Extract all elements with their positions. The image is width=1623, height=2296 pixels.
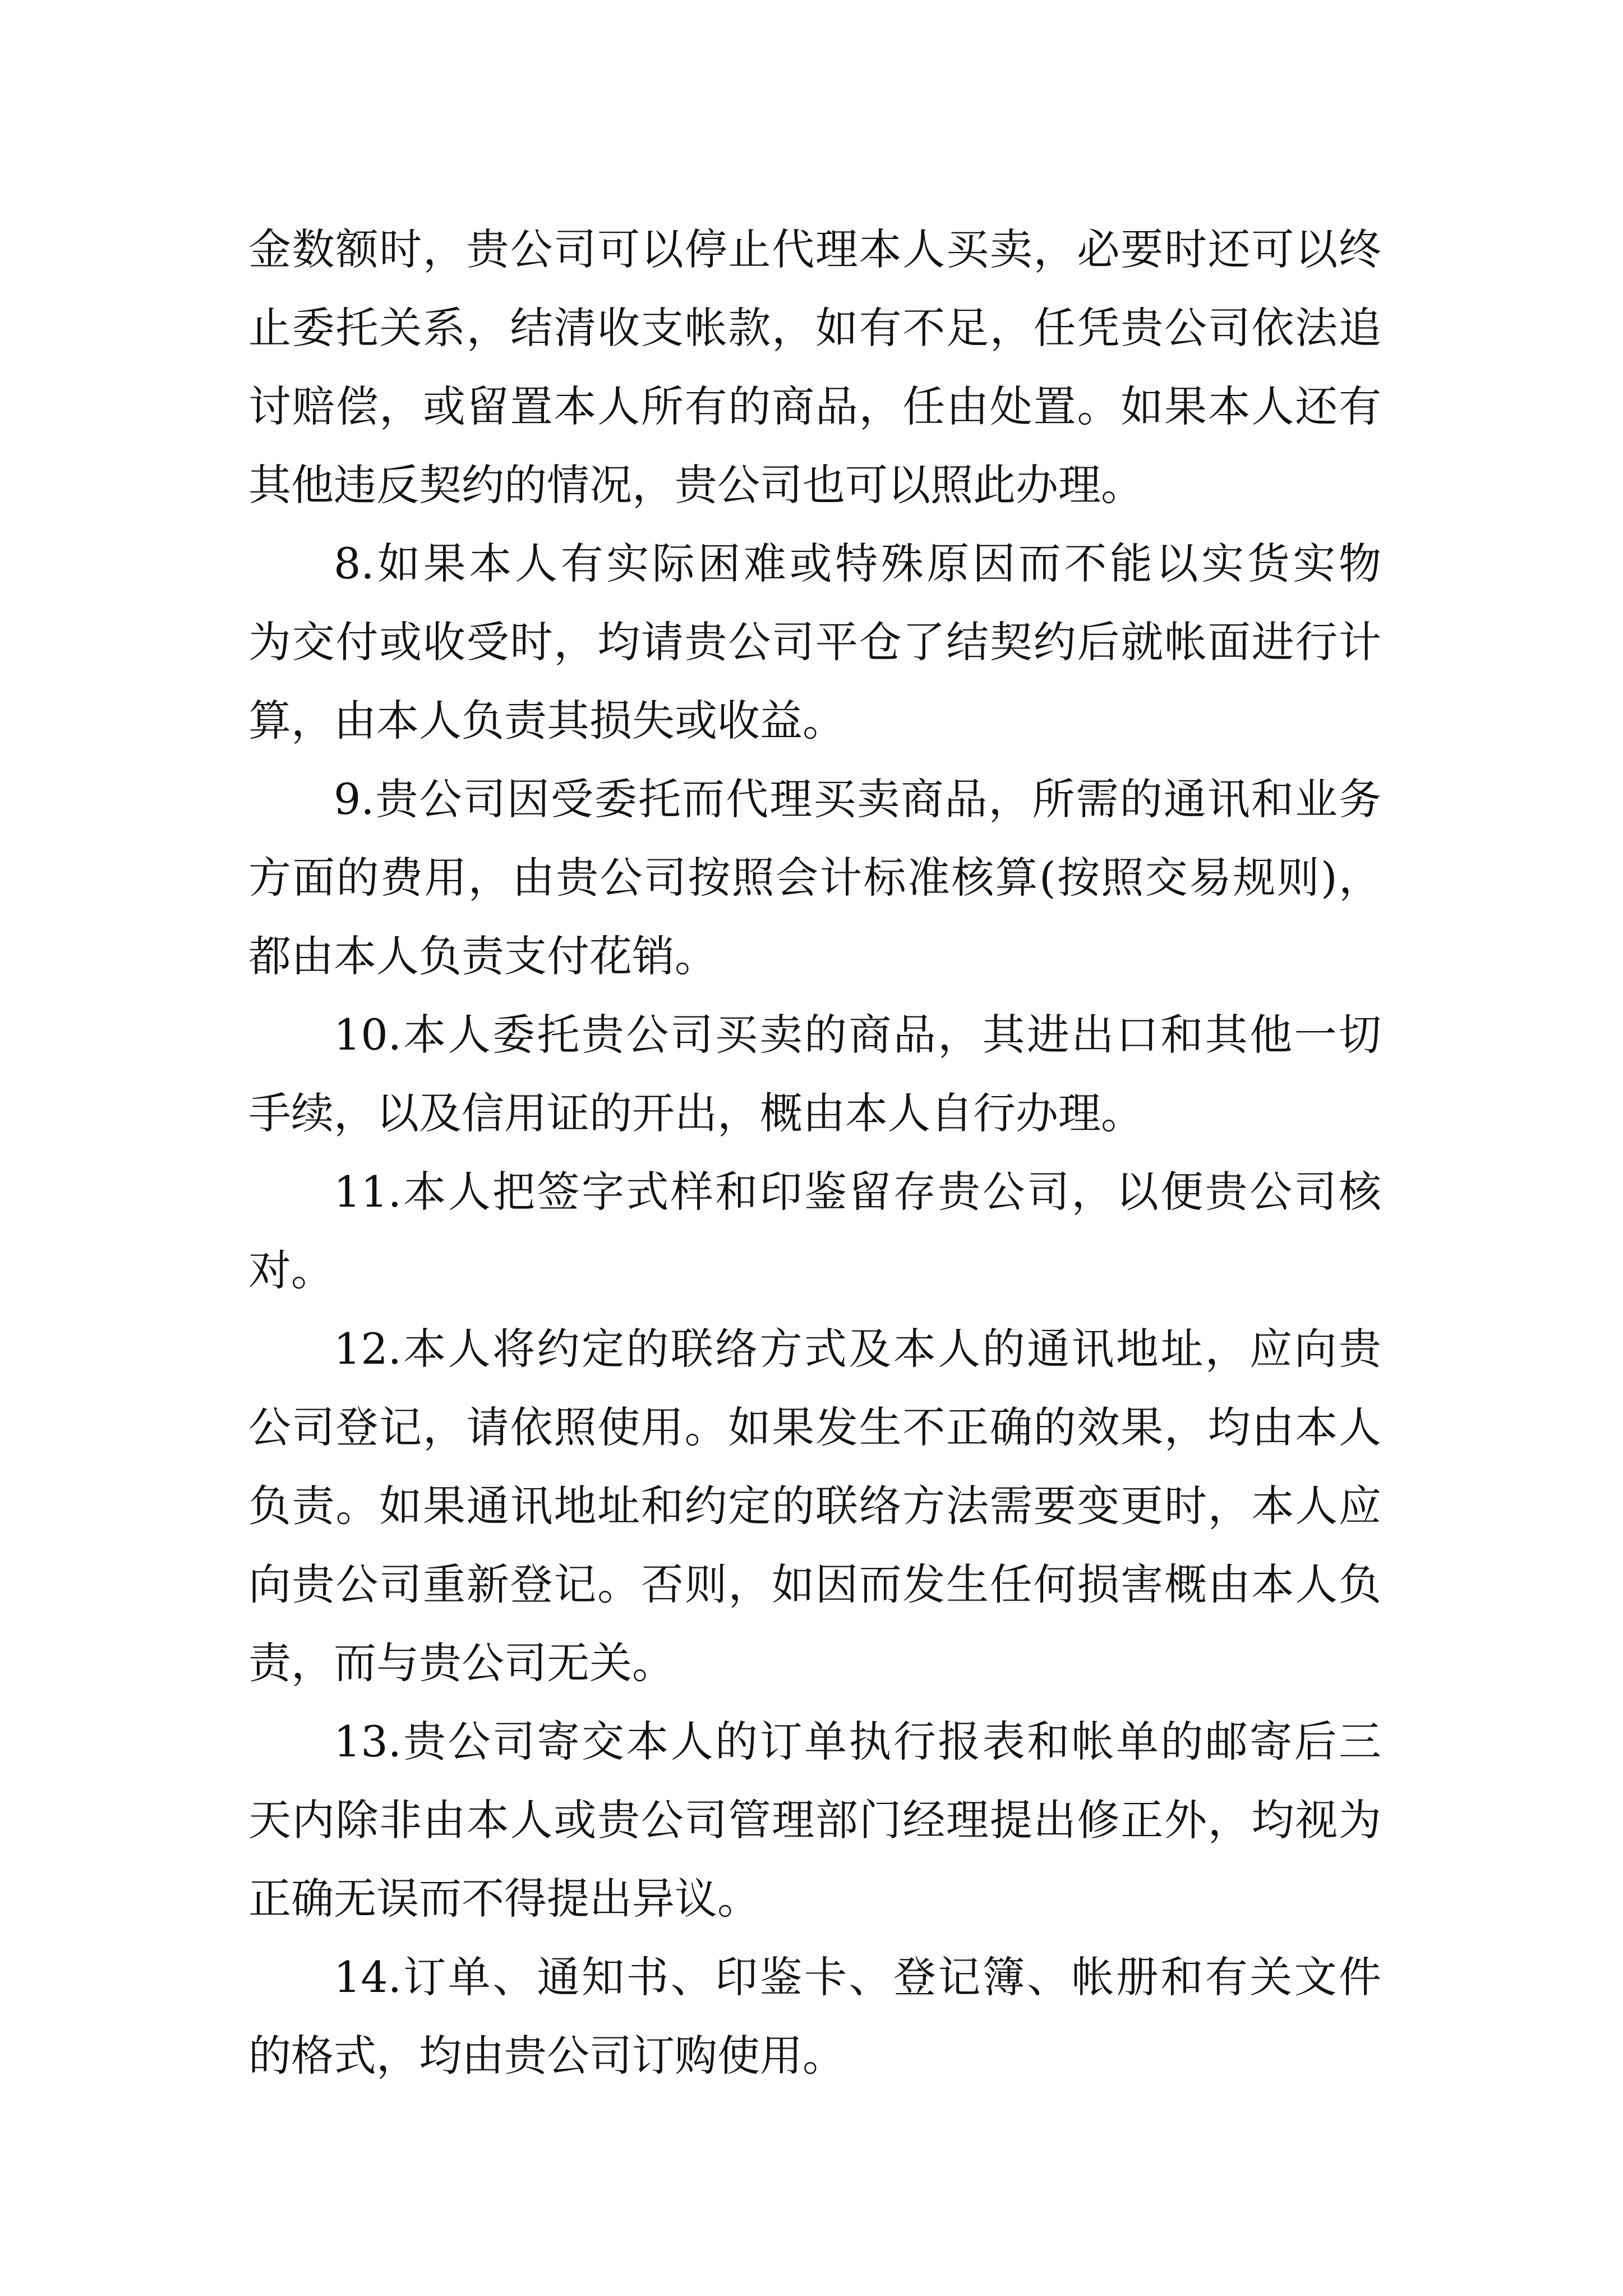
paragraph-line: 为交付或收受时，均请贵公司平仓了结契约后就帐面进行计 (248, 617, 1381, 667)
paragraph-line: 讨赔偿，或留置本人所有的商品，任由处置。如果本人还有 (248, 381, 1381, 431)
paragraph-line: 止委托关系，结清收支帐款，如有不足，任凭贵公司依法追 (248, 303, 1381, 353)
document-body (248, 210, 1381, 2095)
paragraph-first-line: 14.订单、通知书、印鉴卡、登记簿、帐册和有关文件 (334, 1952, 1381, 2002)
paragraph-line: 正确无误而不得提出异议。 (248, 1874, 760, 1924)
paragraph-line: 的格式，均由贵公司订购使用。 (248, 2031, 845, 2081)
paragraph-line: 手续，以及信用证的开出，概由本人自行办理。 (248, 1088, 1144, 1138)
paragraph-first-line: 13.贵公司寄交本人的订单执行报表和帐单的邮寄后三 (334, 1717, 1381, 1766)
paragraph-first-line: 9.贵公司因受委托而代理买卖商品，所需的通讯和业务 (334, 774, 1381, 824)
paragraph-line: 天内除非由本人或贵公司管理部门经理提出修正外，均视为 (248, 1795, 1381, 1845)
paragraph-first-line: 11.本人把签字式样和印鉴留存贵公司，以便贵公司核 (334, 1167, 1381, 1217)
paragraph-first-line: 10.本人委托贵公司买卖的商品，其进出口和其他一切 (334, 1010, 1381, 1060)
paragraph-line: 责，而与贵公司无关。 (248, 1638, 675, 1688)
paragraph-line: 金数额时，贵公司可以停止代理本人买卖，必要时还可以终 (248, 224, 1381, 274)
paragraph-line: 其他违反契约的情况，贵公司也可以照此办理。 (248, 460, 1144, 510)
paragraph-line: 对。 (248, 1245, 334, 1295)
paragraph-line: 方面的费用，由贵公司按照会计标准核算(按照交易规则)， (248, 853, 1381, 903)
paragraph-line: 算，由本人负责其损失或收益。 (248, 696, 845, 746)
paragraph-line: 负责。如果通讯地址和约定的联络方法需要变更时，本人应 (248, 1481, 1381, 1531)
paragraph-line: 向贵公司重新登记。否则，如因而发生任何损害概由本人负 (248, 1559, 1381, 1609)
paragraph-line: 都由本人负责支付花销。 (248, 931, 717, 981)
paragraph-first-line: 8.如果本人有实际困难或特殊原因而不能以实货实物 (334, 539, 1381, 588)
paragraph-first-line: 12.本人将约定的联络方式及本人的通讯地址，应向贵 (334, 1324, 1381, 1374)
paragraph-line: 公司登记，请依照使用。如果发生不正确的效果，均由本人 (248, 1402, 1381, 1452)
